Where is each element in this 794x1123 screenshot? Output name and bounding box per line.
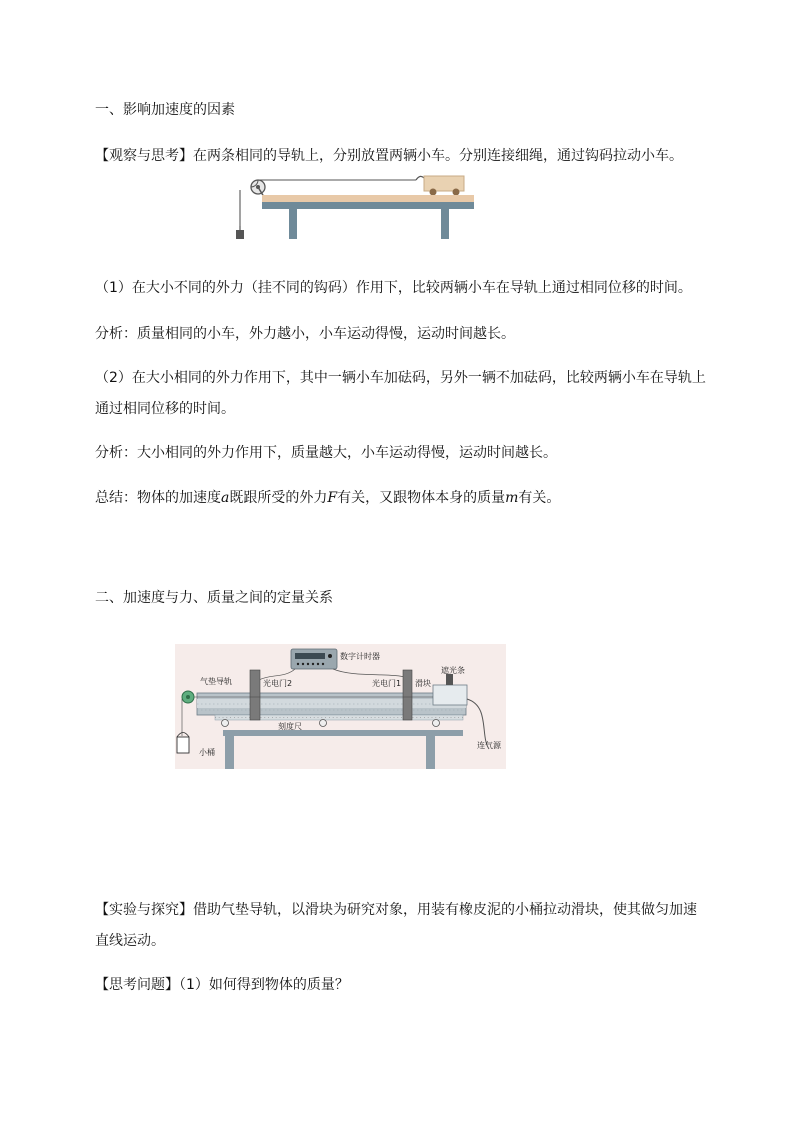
section2-heading: 二、加速度与力、质量之间的定量关系 xyxy=(95,590,333,606)
explore-paragraph-line1: 【实验与探究】借助气垫导轨，以滑块为研究对象，用装有橡皮泥的小桶拉动滑块，使其做匀加速 xyxy=(95,902,697,918)
analysis-2: 分析：大小相同的外力作用下，质量越大，小车运动得慢，运动时间越长。 xyxy=(95,445,557,461)
table-leg-left xyxy=(289,209,297,239)
observe-text: 在两条相同的导轨上，分别放置两辆小车。分别连接细绳，通过钩码拉动小车。 xyxy=(193,148,683,164)
summary: 总结：物体的加速度a既跟所受的外力F有关，又跟物体本身的质量m有关。 xyxy=(95,490,561,506)
slider-block xyxy=(433,685,467,705)
cart xyxy=(424,176,464,191)
photogate-1 xyxy=(403,670,412,720)
photogate-2 xyxy=(250,670,260,720)
light-shading-strip xyxy=(446,674,453,685)
label-air-source: 连气源 xyxy=(477,741,501,750)
table-top-2 xyxy=(223,730,463,736)
hook-weight xyxy=(236,230,244,239)
question-1: （1）在大小不同的外力（挂不同的钩码）作用下，比较两辆小车在导轨上通过相同位移的时间。 xyxy=(95,280,692,296)
symbol-m: m xyxy=(505,490,519,506)
symbol-F: F xyxy=(327,490,338,506)
symbol-a: a xyxy=(221,490,230,506)
table-leg-left-2 xyxy=(225,736,234,769)
think-paragraph: 【思考问题】（1）如何得到物体的质量？ xyxy=(95,977,349,993)
explore-label: 【实验与探究】 xyxy=(95,902,193,918)
explore-paragraph-line2: 直线运动。 xyxy=(95,933,165,949)
observe-label: 【观察与思考】 xyxy=(95,148,193,164)
table-leg-right-2 xyxy=(426,736,435,769)
table-top xyxy=(262,195,474,202)
small-bucket xyxy=(177,737,189,753)
label-bucket: 小桶 xyxy=(199,748,215,757)
label-gate2: 光电门2 xyxy=(263,679,293,688)
analysis-1: 分析：质量相同的小车，外力越小，小车运动得慢，运动时间越长。 xyxy=(95,326,515,342)
air-track-figure xyxy=(175,644,506,769)
observe-paragraph xyxy=(95,146,683,166)
table-leg-right xyxy=(441,209,449,239)
cart-table-figure xyxy=(232,168,480,244)
question-2-line1: （2）在大小相同的外力作用下，其中一辆小车加砝码，另外一辆不加砝码，比较两辆小车在导轨上 xyxy=(95,370,706,386)
label-ruler: 刻度尺 xyxy=(278,722,302,731)
section1-heading: 一、影响加速度的因素 xyxy=(95,102,235,118)
label-slider: 滑块 xyxy=(415,679,431,688)
label-timer: 数字计时器 xyxy=(340,652,380,661)
label-gate1: 光电门1 xyxy=(372,679,402,688)
question-2-line2: 通过相同位移的时间。 xyxy=(95,401,235,417)
label-shade: 遮光条 xyxy=(441,666,465,675)
label-air-track: 气垫导轨 xyxy=(200,677,232,686)
think-label: 【思考问题】 xyxy=(95,977,179,993)
